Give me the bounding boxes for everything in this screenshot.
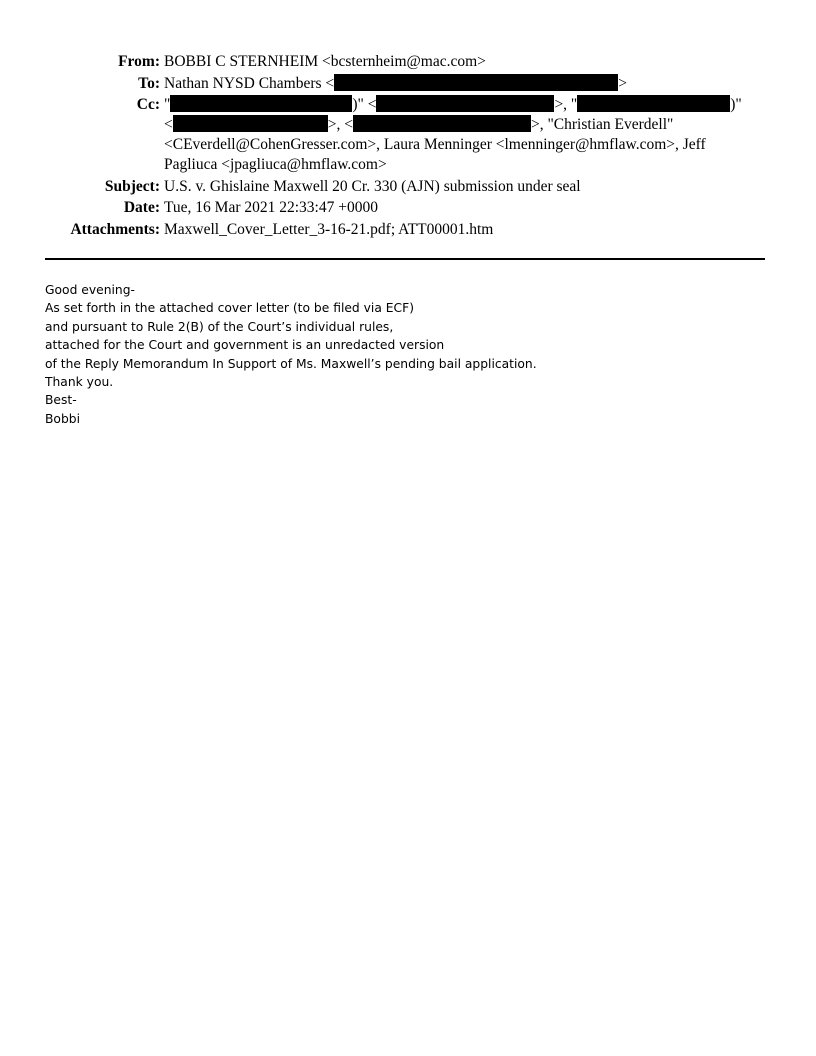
attachments-value: Maxwell_Cover_Letter_3-16-21.pdf; ATT00001.htm — [164, 220, 494, 238]
cc-text: < — [164, 116, 173, 133]
attachments-row — [0, 220, 816, 240]
body-line: and pursuant to Rule 2(B) of the Court’s individual rules, — [45, 319, 394, 334]
date-row — [0, 198, 816, 218]
subject-label: Subject: — [104, 177, 160, 195]
body-line: Best- — [45, 393, 77, 408]
cc-value — [164, 95, 754, 175]
redaction-box — [170, 95, 352, 112]
redaction-box — [577, 95, 730, 112]
cc-row — [0, 95, 816, 175]
cc-line-4: Pagliuca <jpagliuca@hmflaw.com> — [164, 156, 387, 173]
cc-line-2 — [164, 115, 754, 135]
body-line: Good evening- — [45, 283, 135, 297]
body-line: As set forth in the attached cover letter (to be filed via ECF) — [45, 301, 415, 316]
cc-text: >, "Christian Everdell" — [530, 116, 674, 133]
email-header — [0, 52, 816, 241]
email-body — [45, 281, 537, 428]
redaction-box — [334, 74, 618, 91]
attachments-label: Attachments: — [70, 220, 160, 238]
body-line: attached for the Court and government is an unredacted version — [45, 338, 445, 353]
cc-text: " — [164, 96, 171, 113]
redaction-box — [376, 95, 554, 112]
to-row — [0, 74, 816, 94]
to-value — [164, 74, 754, 94]
date-value: Tue, 16 Mar 2021 22:33:47 +0000 — [164, 199, 378, 216]
subject-value: U.S. v. Ghislaine Maxwell 20 Cr. 330 (AJN) submission under seal — [164, 177, 581, 195]
to-suffix: > — [618, 74, 627, 92]
from-label: From: — [118, 53, 160, 70]
redaction-box — [173, 115, 328, 132]
subject-row — [0, 177, 816, 197]
from-value: BOBBI C STERNHEIM <bcsternheim@mac.com> — [164, 53, 486, 70]
body-line: Thank you. — [45, 375, 114, 390]
body-line: Bobbi — [45, 411, 80, 426]
cc-line-3: <CEverdell@CohenGresser.com>, Laura Menninger <lmenninger@hmflaw.com>, Jeff — [164, 136, 706, 153]
cc-text: >, " — [554, 96, 578, 113]
cc-text: )" — [730, 96, 742, 113]
cc-line-1 — [164, 95, 754, 115]
cc-label: Cc: — [136, 96, 160, 113]
cc-text: )" < — [352, 96, 377, 113]
header-divider — [45, 258, 765, 260]
from-row — [0, 52, 816, 72]
redaction-box — [353, 115, 531, 132]
to-prefix: Nathan NYSD Chambers < — [164, 74, 335, 92]
date-label: Date: — [123, 199, 160, 216]
to-label: To: — [138, 74, 160, 92]
body-line: of the Reply Memorandum In Support of Ms. Maxwell’s pending bail application. — [45, 356, 537, 371]
cc-text: >, < — [327, 116, 353, 133]
